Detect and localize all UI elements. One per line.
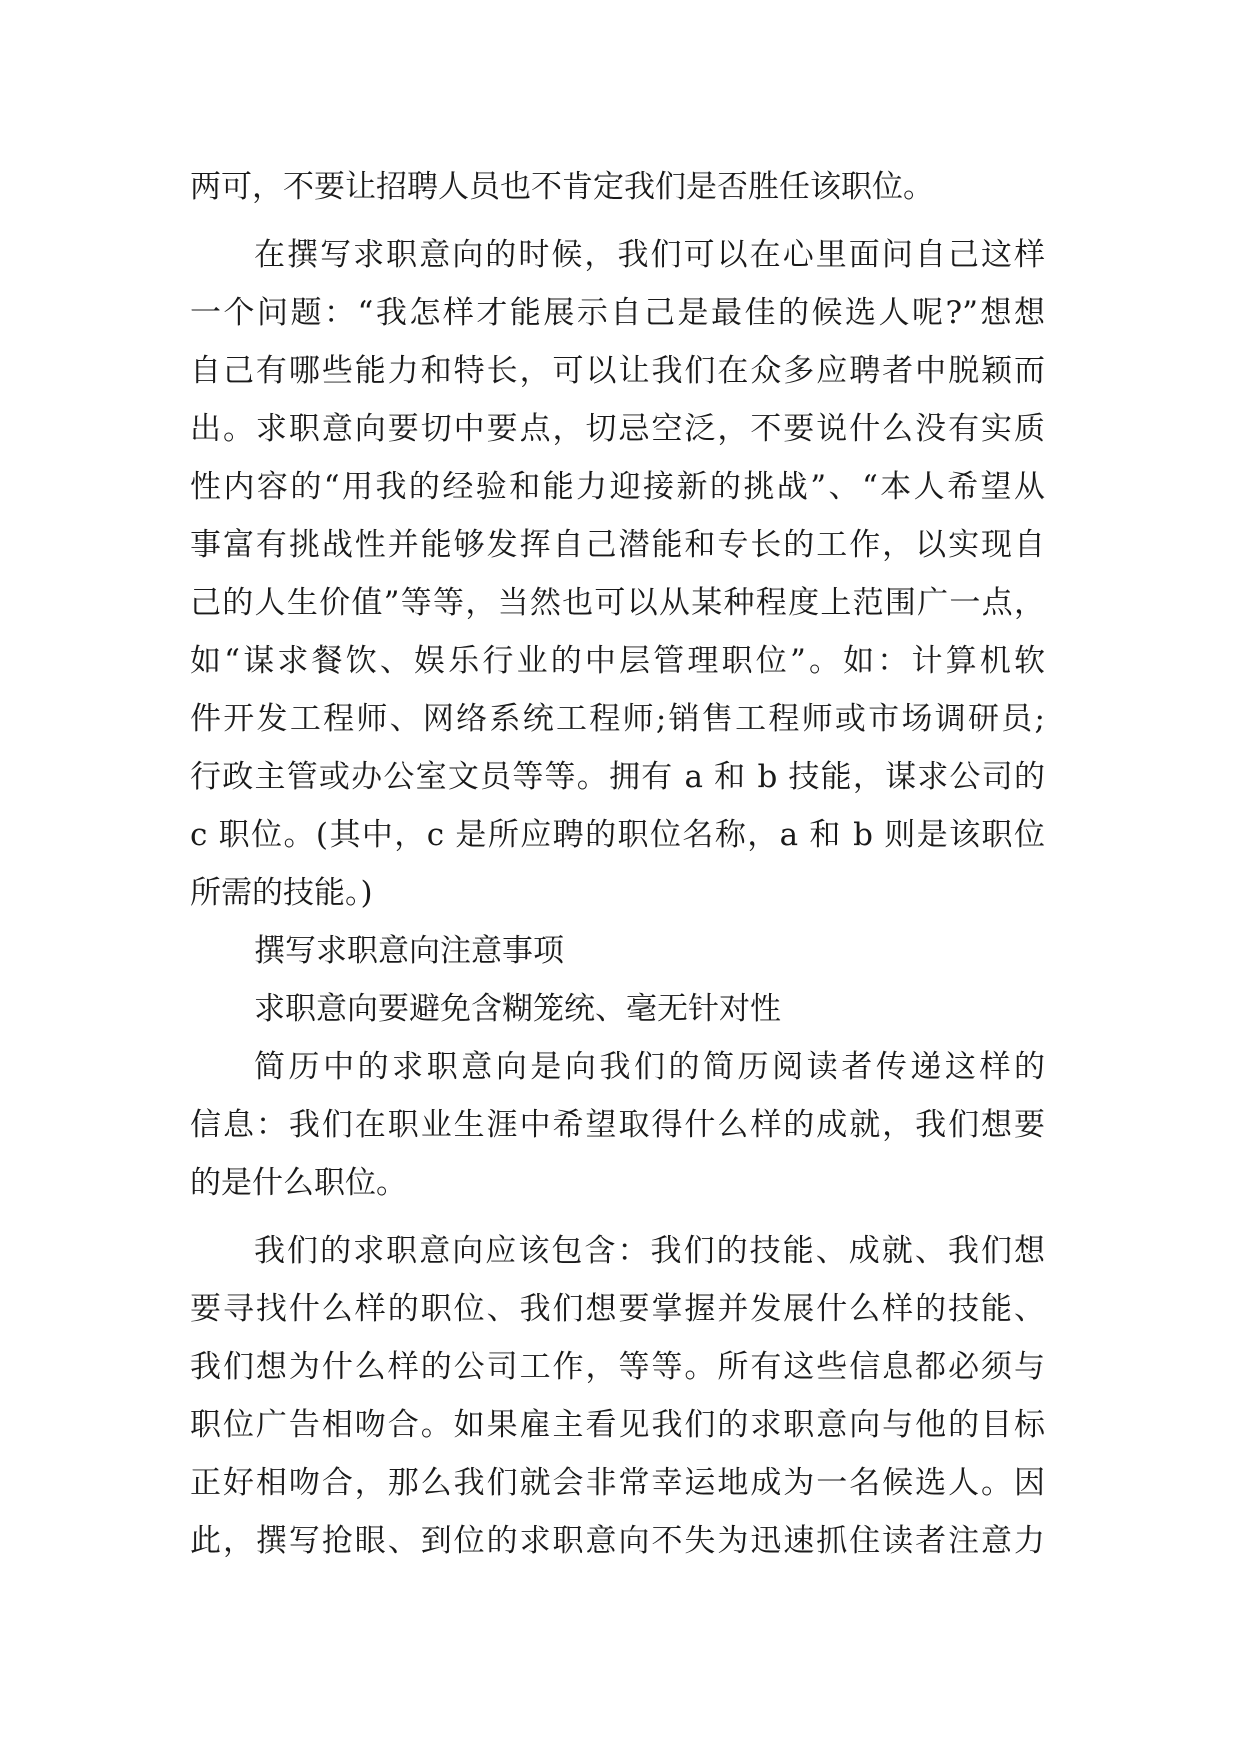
text-line: c 职位。(其中，c 是所应聘的职位名称，a 和 b 则是该职位 [190,817,1045,853]
text-line: 简历中的求职意向是向我们的简历阅读者传递这样的 [254,1049,1045,1085]
text-line: 行政主管或办公室文员等等。拥有 a 和 b 技能，谋求公司的 [190,759,1045,795]
text-line: 自己有哪些能力和特长，可以让我们在众多应聘者中脱颖而 [190,353,1045,389]
text-line: 如“谋求餐饮、娱乐行业的中层管理职位”。如：计算机软 [190,643,1045,679]
text-line: 我们想为什么样的公司工作，等等。所有这些信息都必须与 [190,1349,1045,1385]
text-line: 己的人生价值”等等，当然也可以从某种程度上范围广一点， [190,585,1045,621]
text-line: 出。求职意向要切中要点，切忌空泛，不要说什么没有实质 [190,411,1045,447]
text-line: 在撰写求职意向的时候，我们可以在心里面问自己这样 [254,237,1045,273]
text-line: 事富有挑战性并能够发挥自己潜能和专长的工作，以实现自 [190,527,1045,563]
text-line: 件开发工程师、网络系统工程师;销售工程师或市场调研员; [190,701,1045,737]
text-line: 性内容的“用我的经验和能力迎接新的挑战”、“本人希望从 [190,469,1045,505]
text-line: 信息：我们在职业生涯中希望取得什么样的成就，我们想要 [190,1107,1045,1143]
text-line: 职位广告相吻合。如果雇主看见我们的求职意向与他的目标 [190,1407,1045,1443]
text-line: 两可，不要让招聘人员也不肯定我们是否胜任该职位。 [190,169,934,205]
text-line: 要寻找什么样的职位、我们想要掌握并发展什么样的技能、 [190,1291,1045,1327]
text-line: 所需的技能。) [190,875,373,911]
text-line: 撰写求职意向注意事项 [254,933,564,969]
text-line: 正好相吻合，那么我们就会非常幸运地成为一名候选人。因 [190,1465,1045,1501]
document-body [190,158,1045,1570]
text-line: 一个问题：“我怎样才能展示自己是最佳的候选人呢?”想想 [190,295,1045,331]
text-line: 的是什么职位。 [190,1165,407,1201]
text-line: 此，撰写抢眼、到位的求职意向不失为迅速抓住读者注意力 [190,1523,1045,1559]
text-line: 求职意向要避免含糊笼统、毫无针对性 [254,991,781,1027]
text-line: 我们的求职意向应该包含：我们的技能、成就、我们想 [254,1233,1045,1269]
